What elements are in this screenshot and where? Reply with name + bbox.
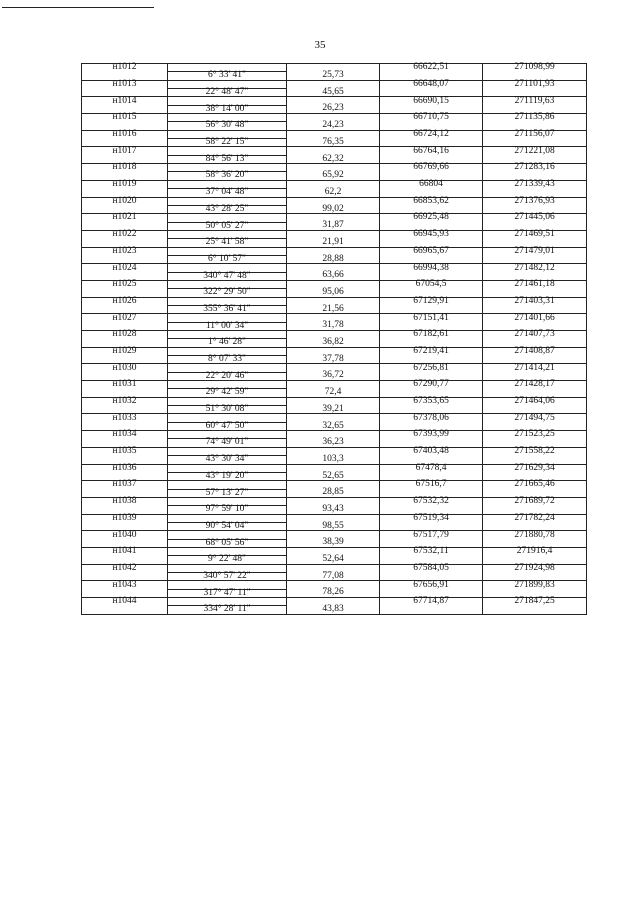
point-name-cell: н1020 bbox=[82, 197, 168, 205]
point-name-cell: н1033 bbox=[82, 414, 168, 422]
segment-row bbox=[82, 155, 587, 163]
y-coordinate-cell: 271376,93 bbox=[483, 197, 587, 205]
segment-row bbox=[82, 489, 587, 497]
segment-row bbox=[82, 389, 587, 397]
point-name-cell: н1043 bbox=[82, 581, 168, 589]
point-name-cell: н1035 bbox=[82, 447, 168, 455]
x-coordinate-cell: 67219,41 bbox=[380, 347, 483, 355]
direction-angle-cell: 8° 07' 33" bbox=[168, 356, 287, 364]
y-coordinate-cell: 271283,16 bbox=[483, 164, 587, 172]
segment-row bbox=[82, 356, 587, 364]
segment-row bbox=[82, 255, 587, 263]
direction-angle-cell: 68° 05' 56" bbox=[168, 539, 287, 547]
direction-angle-cell: 317° 47' 11" bbox=[168, 589, 287, 597]
x-coordinate-cell: 67403,48 bbox=[380, 447, 483, 455]
y-coordinate-cell: 271916,4 bbox=[483, 547, 587, 555]
direction-angle-cell: 57° 13' 27" bbox=[168, 489, 287, 497]
segment-row bbox=[82, 205, 587, 213]
y-coordinate-cell: 271494,75 bbox=[483, 414, 587, 422]
x-coordinate-cell: 66690,15 bbox=[380, 97, 483, 105]
segment-row bbox=[82, 72, 587, 80]
x-coordinate-cell: 67532,11 bbox=[380, 547, 483, 555]
direction-angle-cell: 355° 36' 41" bbox=[168, 305, 287, 313]
x-coordinate-cell: 66622,51 bbox=[380, 64, 483, 72]
direction-angle-cell: 38° 14' 00" bbox=[168, 105, 287, 113]
point-name-cell: н1037 bbox=[82, 481, 168, 489]
y-coordinate-cell: 271464,06 bbox=[483, 397, 587, 405]
segment-length-cell: 93,43 bbox=[287, 506, 380, 514]
segment-length-cell: 78,26 bbox=[287, 589, 380, 597]
direction-angle-cell: 58° 22' 15" bbox=[168, 139, 287, 147]
segment-row bbox=[82, 122, 587, 130]
direction-angle-cell: 1° 46' 28" bbox=[168, 339, 287, 347]
point-name-cell: н1026 bbox=[82, 297, 168, 305]
segment-length-cell: 95,06 bbox=[287, 289, 380, 297]
segment-row bbox=[82, 522, 587, 530]
point-name-cell: н1013 bbox=[82, 80, 168, 88]
y-coordinate-cell: 271445,06 bbox=[483, 214, 587, 222]
segment-row bbox=[82, 589, 587, 597]
direction-angle-cell: 43° 19' 20" bbox=[168, 472, 287, 480]
x-coordinate-cell: 67256,81 bbox=[380, 364, 483, 372]
segment-row bbox=[82, 105, 587, 113]
direction-angle-cell: 97° 59' 10" bbox=[168, 506, 287, 514]
point-name-cell: н1030 bbox=[82, 364, 168, 372]
segment-length-cell: 25,73 bbox=[287, 72, 380, 80]
segment-length-cell: 65,92 bbox=[287, 172, 380, 180]
direction-angle-cell: 51° 30' 08" bbox=[168, 406, 287, 414]
segment-row bbox=[82, 239, 587, 247]
segment-row bbox=[82, 305, 587, 313]
segment-length-cell: 26,23 bbox=[287, 105, 380, 113]
point-name-cell: н1017 bbox=[82, 147, 168, 155]
x-coordinate-cell: 66945,93 bbox=[380, 230, 483, 238]
point-name-cell: н1039 bbox=[82, 514, 168, 522]
point-name-cell: н1021 bbox=[82, 214, 168, 222]
segment-row bbox=[82, 222, 587, 230]
x-coordinate-cell: 67519,34 bbox=[380, 514, 483, 522]
point-name-cell: н1023 bbox=[82, 247, 168, 255]
segment-length-cell: 21,56 bbox=[287, 305, 380, 313]
segment-row bbox=[82, 539, 587, 547]
y-coordinate-cell: 271135,86 bbox=[483, 114, 587, 122]
segment-length-cell: 63,66 bbox=[287, 272, 380, 280]
direction-angle-cell: 37° 04' 48" bbox=[168, 189, 287, 197]
y-coordinate-cell: 271558,22 bbox=[483, 447, 587, 455]
y-coordinate-cell bbox=[483, 606, 587, 614]
point-name-cell: н1036 bbox=[82, 464, 168, 472]
x-coordinate-cell: 67478,4 bbox=[380, 464, 483, 472]
segment-length-cell: 31,78 bbox=[287, 322, 380, 330]
coordinates-table bbox=[81, 63, 587, 615]
segment-row bbox=[82, 89, 587, 97]
x-coordinate-cell: 66965,67 bbox=[380, 247, 483, 255]
segment-length-cell: 28,88 bbox=[287, 255, 380, 263]
segment-length-cell: 38,39 bbox=[287, 539, 380, 547]
y-coordinate-cell: 271407,73 bbox=[483, 331, 587, 339]
segment-row bbox=[82, 172, 587, 180]
segment-length-cell: 62,2 bbox=[287, 189, 380, 197]
segment-length-cell: 36,82 bbox=[287, 339, 380, 347]
point-name-cell: н1024 bbox=[82, 264, 168, 272]
point-name-cell: н1027 bbox=[82, 314, 168, 322]
segment-length-cell: 24,23 bbox=[287, 122, 380, 130]
point-name-cell: н1029 bbox=[82, 347, 168, 355]
direction-angle-cell: 74° 49' 01" bbox=[168, 439, 287, 447]
y-coordinate-cell: 271469,51 bbox=[483, 230, 587, 238]
direction-angle-cell: 340° 57' 22" bbox=[168, 572, 287, 580]
segment-row bbox=[82, 439, 587, 447]
segment-length-cell: 39,21 bbox=[287, 406, 380, 414]
x-coordinate-cell: 67353,65 bbox=[380, 397, 483, 405]
y-coordinate-cell: 271428,17 bbox=[483, 381, 587, 389]
y-coordinate-cell: 271403,31 bbox=[483, 297, 587, 305]
segment-length-cell: 72,4 bbox=[287, 389, 380, 397]
direction-angle-cell: 9° 22' 48" bbox=[168, 556, 287, 564]
x-coordinate-cell: 66710,75 bbox=[380, 114, 483, 122]
segment-row bbox=[82, 189, 587, 197]
segment-length-cell: 36,72 bbox=[287, 372, 380, 380]
segment-length-cell: 98,55 bbox=[287, 522, 380, 530]
direction-angle-cell: 22° 20' 46" bbox=[168, 372, 287, 380]
y-coordinate-cell: 271899,83 bbox=[483, 581, 587, 589]
y-coordinate-cell: 271523,25 bbox=[483, 431, 587, 439]
segment-row bbox=[82, 422, 587, 430]
direction-angle-cell: 29° 42' 59" bbox=[168, 389, 287, 397]
x-coordinate-cell: 67516,7 bbox=[380, 481, 483, 489]
direction-angle-cell: 340° 47' 48" bbox=[168, 272, 287, 280]
y-coordinate-cell: 271924,98 bbox=[483, 564, 587, 572]
x-coordinate-cell: 66764,16 bbox=[380, 147, 483, 155]
segment-length-cell: 103,3 bbox=[287, 456, 380, 464]
y-coordinate-cell: 271221,08 bbox=[483, 147, 587, 155]
x-coordinate-cell: 67714,87 bbox=[380, 598, 483, 606]
segment-length-cell: 32,65 bbox=[287, 422, 380, 430]
direction-angle-cell: 22° 48' 47" bbox=[168, 89, 287, 97]
direction-angle-cell: 50° 05' 27" bbox=[168, 222, 287, 230]
point-name-cell: н1016 bbox=[82, 130, 168, 138]
point-name-cell bbox=[82, 606, 168, 614]
segment-row bbox=[82, 339, 587, 347]
direction-angle-cell: 84° 56' 13" bbox=[168, 155, 287, 163]
direction-angle-cell: 6° 10' 57" bbox=[168, 255, 287, 263]
segment-length-cell: 37,78 bbox=[287, 356, 380, 364]
segment-length-cell: 52,65 bbox=[287, 472, 380, 480]
page-number: 35 bbox=[314, 39, 326, 51]
segment-length-cell: 99,02 bbox=[287, 205, 380, 213]
segment-length-cell: 77,08 bbox=[287, 572, 380, 580]
point-name-cell: н1019 bbox=[82, 180, 168, 188]
point-name-cell: н1014 bbox=[82, 97, 168, 105]
segment-length-cell: 76,35 bbox=[287, 139, 380, 147]
x-coordinate-cell: 66804 bbox=[380, 180, 483, 188]
segment-length-cell: 31,87 bbox=[287, 222, 380, 230]
y-coordinate-cell: 271461,18 bbox=[483, 280, 587, 288]
x-coordinate-cell: 67378,06 bbox=[380, 414, 483, 422]
x-coordinate-cell: 67517,79 bbox=[380, 531, 483, 539]
segment-length-cell: 21,91 bbox=[287, 239, 380, 247]
x-coordinate-cell: 66724,12 bbox=[380, 130, 483, 138]
header-rule bbox=[2, 7, 154, 8]
y-coordinate-cell: 271782,24 bbox=[483, 514, 587, 522]
point-name-cell: н1034 bbox=[82, 431, 168, 439]
segment-length-cell: 45,65 bbox=[287, 89, 380, 97]
point-name-cell: н1031 bbox=[82, 381, 168, 389]
segment-row bbox=[82, 572, 587, 580]
x-coordinate-cell: 67151,41 bbox=[380, 314, 483, 322]
y-coordinate-cell: 271847,25 bbox=[483, 598, 587, 606]
direction-angle-cell: 43° 30' 34" bbox=[168, 456, 287, 464]
point-name-cell: н1012 bbox=[82, 64, 168, 72]
segment-row bbox=[82, 472, 587, 480]
point-name-cell: н1022 bbox=[82, 230, 168, 238]
segment-row bbox=[82, 506, 587, 514]
y-coordinate-cell: 271098,99 bbox=[483, 64, 587, 72]
x-coordinate-cell: 67182,61 bbox=[380, 331, 483, 339]
x-coordinate-cell: 66648,07 bbox=[380, 80, 483, 88]
point-name-cell: н1025 bbox=[82, 280, 168, 288]
direction-angle-cell: 60° 47' 50" bbox=[168, 422, 287, 430]
segment-length-cell: 28,85 bbox=[287, 489, 380, 497]
direction-angle-cell: 322° 29' 50" bbox=[168, 289, 287, 297]
x-coordinate-cell: 67129,91 bbox=[380, 297, 483, 305]
segment-row bbox=[82, 272, 587, 280]
y-coordinate-cell: 271482,12 bbox=[483, 264, 587, 272]
direction-angle-cell: 43° 28' 25" bbox=[168, 205, 287, 213]
y-coordinate-cell: 271629,34 bbox=[483, 464, 587, 472]
y-coordinate-cell: 271156,07 bbox=[483, 130, 587, 138]
point-name-cell: н1032 bbox=[82, 397, 168, 405]
y-coordinate-cell: 271689,72 bbox=[483, 497, 587, 505]
direction-angle-cell: 6° 33' 41" bbox=[168, 72, 287, 80]
y-coordinate-cell: 271401,66 bbox=[483, 314, 587, 322]
direction-angle-cell: 56° 30' 48" bbox=[168, 122, 287, 130]
segment-row bbox=[82, 322, 587, 330]
point-name-cell: н1042 bbox=[82, 564, 168, 572]
point-name-cell: н1018 bbox=[82, 164, 168, 172]
direction-angle-cell: 334° 28' 11" bbox=[168, 606, 287, 614]
segment-row bbox=[82, 456, 587, 464]
point-name-cell: н1028 bbox=[82, 331, 168, 339]
x-coordinate-cell: 67393,99 bbox=[380, 431, 483, 439]
x-coordinate-cell bbox=[380, 606, 483, 614]
y-coordinate-cell: 271665,46 bbox=[483, 481, 587, 489]
point-name-cell: н1044 bbox=[82, 598, 168, 606]
point-name-cell: н1041 bbox=[82, 547, 168, 555]
segment-row bbox=[82, 606, 587, 614]
segment-row bbox=[82, 556, 587, 564]
x-coordinate-cell: 67656,91 bbox=[380, 581, 483, 589]
segment-length-cell: 62,32 bbox=[287, 155, 380, 163]
y-coordinate-cell: 271101,93 bbox=[483, 80, 587, 88]
point-name-cell: н1040 bbox=[82, 531, 168, 539]
point-name-cell: н1015 bbox=[82, 114, 168, 122]
x-coordinate-cell: 67290,77 bbox=[380, 381, 483, 389]
y-coordinate-cell: 271414,21 bbox=[483, 364, 587, 372]
x-coordinate-cell: 67584,05 bbox=[380, 564, 483, 572]
x-coordinate-cell: 66925,48 bbox=[380, 214, 483, 222]
y-coordinate-cell: 271119,63 bbox=[483, 97, 587, 105]
x-coordinate-cell: 66853,62 bbox=[380, 197, 483, 205]
direction-angle-cell: 25° 41' 58" bbox=[168, 239, 287, 247]
point-name-cell: н1038 bbox=[82, 497, 168, 505]
segment-length-cell: 52,64 bbox=[287, 556, 380, 564]
direction-angle-cell: 90° 54' 04" bbox=[168, 522, 287, 530]
y-coordinate-cell: 271880,78 bbox=[483, 531, 587, 539]
segment-row bbox=[82, 406, 587, 414]
segment-row bbox=[82, 289, 587, 297]
segment-length-cell: 36,23 bbox=[287, 439, 380, 447]
x-coordinate-cell: 66769,66 bbox=[380, 164, 483, 172]
x-coordinate-cell: 67532,32 bbox=[380, 497, 483, 505]
direction-angle-cell: 58° 36' 20" bbox=[168, 172, 287, 180]
segment-row bbox=[82, 372, 587, 380]
y-coordinate-cell: 271339,43 bbox=[483, 180, 587, 188]
direction-angle-cell: 11° 00' 34" bbox=[168, 322, 287, 330]
segment-length-cell: 43,83 bbox=[287, 606, 380, 614]
segment-row bbox=[82, 139, 587, 147]
x-coordinate-cell: 67054,5 bbox=[380, 280, 483, 288]
y-coordinate-cell: 271408,87 bbox=[483, 347, 587, 355]
x-coordinate-cell: 66994,38 bbox=[380, 264, 483, 272]
y-coordinate-cell: 271479,01 bbox=[483, 247, 587, 255]
